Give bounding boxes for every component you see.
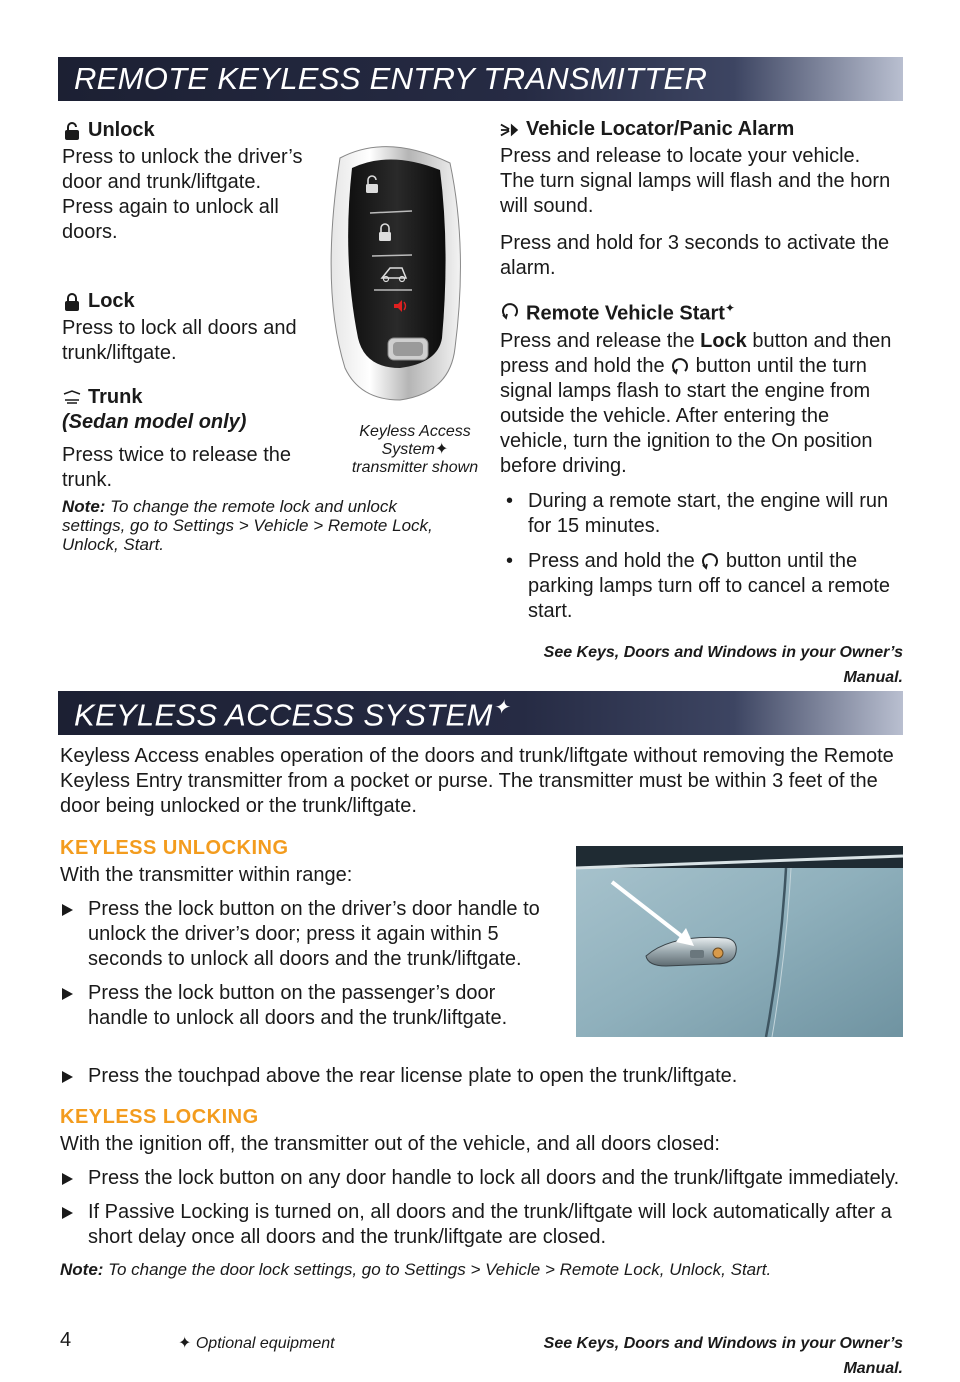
trunk-heading: Trunk (88, 386, 143, 408)
trunk-text: Press twice to release the trunk. (62, 444, 291, 491)
locator-text-1: Press and release to locate your vehicle. The turn signal lamps will flash and the horn will sound. (500, 145, 891, 217)
see-manual-2: See Keys, Doors and Windows in your Owner’s Manual. (543, 1335, 903, 1377)
optional-star: ✦ (492, 697, 510, 719)
unlock-section (62, 118, 312, 245)
section-banner-keyless-access (58, 691, 903, 735)
locator-text-2: Press and hold for 3 seconds to activate the alarm. (500, 232, 890, 279)
unlock-heading: Unlock (88, 119, 155, 141)
note-label: Note: (60, 1260, 104, 1279)
unlock-icon (62, 120, 82, 142)
section-title: KEYLESS ACCESS SYSTEM (74, 697, 493, 733)
list-item: • During a remote start, the engine will run for 15 minutes. (500, 489, 895, 539)
unlock-text: Press to unlock the driver’s door and trunk/liftgate. Press again to unlock all doors. (62, 146, 303, 243)
note-remote-settings (62, 497, 452, 554)
trunk-section (62, 385, 302, 493)
section-banner-remote-keyless (58, 57, 903, 101)
fob-caption: Keyless Access System✦ transmitter shown (351, 423, 479, 476)
keyless-intro: Keyless Access enables operation of the doors and trunk/liftgate without removing the Remote Keyless Entry transmitter from a pocket or purse. The transmitter must be within 3 feet of the door being unlocked or the trunk/liftgate. (60, 745, 894, 817)
keyless-unlocking-lead: With the transmitter within range: (60, 864, 353, 886)
section-title: REMOTE KEYLESS ENTRY TRANSMITTER (74, 61, 708, 96)
optional-star: ✦ (178, 1335, 192, 1352)
list-item: Press the lock button on the driver’s door handle to unlock the driver’s door; press it again within 5 seconds to unlock all doors and the trunk/liftgate. (60, 897, 560, 972)
remote-start-icon (670, 357, 690, 375)
optional-equipment-legend: ✦ Optional equipment (178, 1335, 335, 1352)
remote-start-icon (500, 300, 520, 322)
optional-star: ✦ (724, 301, 736, 315)
remote-start-bullets (500, 489, 895, 624)
see-manual-1: See Keys, Doors and Windows in your Owner’s Manual. (543, 644, 903, 686)
door-handle-photo (576, 846, 903, 1037)
note-text: To change the door lock settings, go to Settings > Vehicle > Remote Lock, Unlock, Start. (103, 1260, 772, 1279)
key-fob-image (300, 138, 475, 408)
note-text: To change the remote lock and unlock settings, go to Settings > Vehicle > Remote Lock, Unlock, Start. (62, 497, 433, 554)
list-item: • Press and hold the button until the parking lamps turn off to cancel a remote start. (500, 549, 895, 624)
list-item: Press the lock button on any door handle to lock all doors and the trunk/liftgate immediately. (60, 1166, 900, 1191)
remote-start-text: Press and release the Lock button and then press and hold the button until the turn signal lamps flash to start the engine from outside the vehicle. After entering the vehicle, turn the ignition to the On position before driving. (500, 329, 892, 477)
keyless-locking-heading: KEYLESS LOCKING (60, 1106, 259, 1128)
keyless-unlocking-section (60, 836, 560, 1031)
lock-text: Press to lock all doors and trunk/liftgate. (62, 317, 297, 364)
page-number: 4 (60, 1329, 72, 1351)
list-item: Press the touchpad above the rear license plate to open the trunk/liftgate. (60, 1064, 900, 1089)
trunk-subheading: (Sedan model only) (62, 411, 247, 433)
keyless-locking-section (60, 1105, 900, 1279)
list-item: If Passive Locking is turned on, all doors and the trunk/liftgate will lock automatically after a short delay once all doors and the trunk/liftgate are closed. (60, 1200, 900, 1250)
lock-icon (62, 291, 82, 313)
lock-section (62, 289, 317, 366)
keyless-locking-lead: With the ignition off, the transmitter out of the vehicle, and all doors closed: (60, 1133, 720, 1155)
remote-start-heading: Remote Vehicle Start (526, 302, 725, 325)
locator-section (500, 117, 895, 281)
keyless-unlocking-heading: KEYLESS UNLOCKING (60, 837, 289, 859)
lock-heading: Lock (88, 290, 135, 312)
remote-start-icon (700, 552, 720, 570)
note-label: Note: (62, 497, 106, 516)
remote-start-section (500, 296, 895, 634)
note-door-lock-settings (60, 1260, 900, 1279)
list-item: Press the lock button on the passenger’s door handle to unlock all doors and the trunk/liftgate. (60, 981, 560, 1031)
locator-heading: Vehicle Locator/Panic Alarm (526, 118, 795, 140)
horn-icon (500, 119, 520, 141)
trunk-icon (62, 387, 82, 409)
